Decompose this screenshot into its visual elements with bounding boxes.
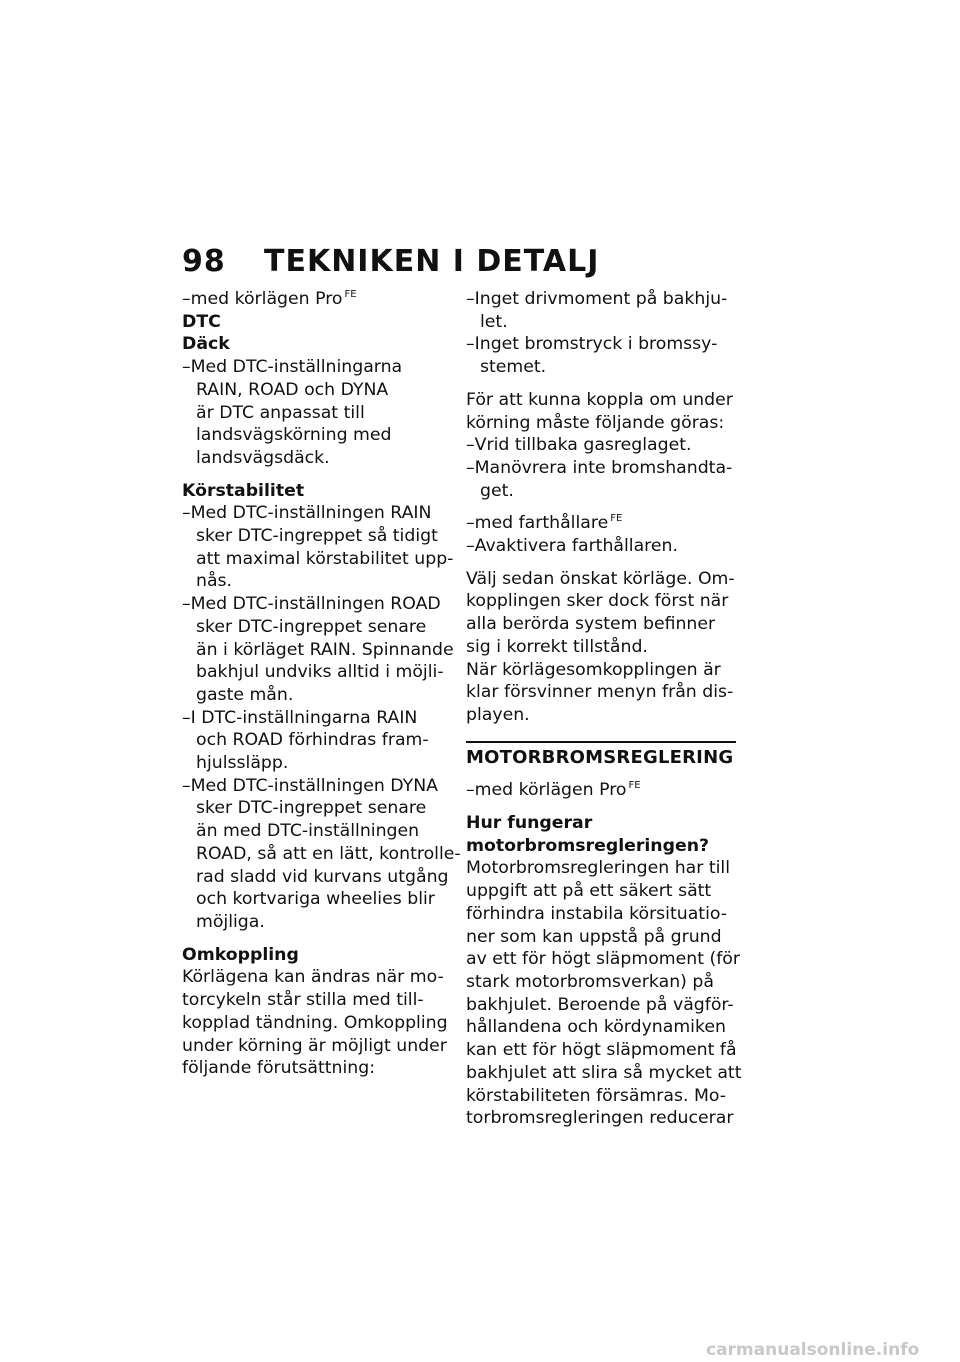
line-text: bakhjul undviks alltid i möjli-: [196, 662, 444, 683]
text-line: [182, 661, 450, 684]
subheading: [466, 812, 742, 835]
paragraph-gap: [466, 802, 742, 812]
text-line: [182, 379, 450, 402]
text-line: [466, 457, 742, 480]
line-text: MOTORBROMSREGLERING: [466, 746, 734, 768]
line-text: –Manövrera inte bromshandta-: [466, 457, 733, 478]
subheading: [182, 333, 450, 356]
line-text: förhindra instabila körsituatio-: [466, 903, 727, 924]
line-text: Körlägena kan ändras när mo-: [182, 967, 444, 988]
page-title: TEKNIKEN I DETALJ: [264, 244, 600, 279]
text-line: [466, 681, 742, 704]
line-text: körning måste följande göras:: [466, 412, 725, 433]
right-column: [466, 288, 742, 1130]
line-text: sig i korrekt tillstånd.: [466, 636, 648, 657]
line-text: –Med DTC-inställningen RAIN: [182, 503, 432, 524]
line-text: –I DTC-inställningarna RAIN: [182, 707, 418, 728]
paragraph-gap: [182, 470, 450, 480]
text-line: [466, 1016, 742, 1039]
line-text: Däck: [182, 334, 230, 355]
text-line: [182, 775, 450, 798]
line-text: sker DTC-ingreppet senare: [196, 616, 427, 637]
line-text: bakhjulet att slira så mycket att: [466, 1062, 742, 1083]
text-line: [182, 966, 450, 989]
line-text: är DTC anpassat till: [196, 402, 365, 423]
text-line: [466, 568, 742, 591]
line-text: Välj sedan önskat körläge. Om-: [466, 568, 735, 589]
text-line: [466, 971, 742, 994]
line-text: gaste mån.: [196, 684, 294, 705]
text-line: [466, 311, 742, 334]
text-line: [182, 424, 450, 447]
subheading: [182, 480, 450, 503]
line-text: –Med DTC-inställningen DYNA: [182, 775, 438, 796]
text-line: [466, 1039, 742, 1062]
line-text: Körstabilitet: [182, 480, 305, 501]
line-text: landsvägskörning med: [196, 425, 392, 446]
line-text: sker DTC-ingreppet senare: [196, 798, 427, 819]
line-text: stark motorbromsverkan) på: [466, 971, 714, 992]
text-line: [182, 548, 454, 571]
line-text: bakhjulet. Beroende på vägför-: [466, 994, 734, 1015]
text-line: [466, 857, 742, 880]
line-text: alla berörda system befinner: [466, 614, 716, 635]
line-text: –med farthållare: [466, 513, 609, 534]
line-text: hjulssläpp.: [196, 753, 289, 774]
line-text: kopplad tändning. Omkoppling: [182, 1012, 448, 1033]
line-text: än med DTC-inställningen: [196, 821, 420, 842]
line-text: under körning är möjligt under: [182, 1035, 447, 1056]
paragraph-gap: [466, 502, 742, 512]
line-text: och ROAD förhindras fram-: [196, 730, 429, 751]
line-text: –Med DTC-inställningen ROAD: [182, 594, 441, 615]
text-line: [182, 797, 450, 820]
line-text: sker DTC-ingreppet så tidigt: [196, 526, 438, 547]
text-line: [182, 707, 450, 730]
line-text: av ett för högt släpmoment (för: [466, 949, 740, 970]
superscript-marker: FE: [628, 780, 641, 792]
text-line: [182, 888, 450, 911]
section-heading: [466, 747, 742, 770]
line-text: get.: [480, 480, 514, 501]
text-line: [182, 820, 450, 843]
text-line: [182, 989, 450, 1012]
text-line: [182, 525, 450, 548]
text-line: [466, 948, 742, 971]
line-text: motorbromsregleringen?: [466, 835, 710, 856]
text-line: [466, 1085, 742, 1108]
line-text: torcykeln står stilla med till-: [182, 990, 424, 1011]
superscript-marker: FE: [610, 513, 623, 525]
line-text: –Inget drivmoment på bakhju-: [466, 289, 728, 309]
text-line: [182, 1035, 450, 1058]
paragraph-gap: [182, 934, 450, 944]
watermark: carmanualsonline.info: [706, 1340, 920, 1360]
text-line: [182, 402, 450, 425]
line-text: torbromsregleringen reducerar: [466, 1108, 734, 1129]
text-line: [182, 502, 450, 525]
text-line: [466, 288, 742, 311]
line-text: kan ett för högt släpmoment få: [466, 1040, 737, 1061]
line-text: stemet.: [480, 357, 547, 378]
text-line: [182, 593, 450, 616]
superscript-marker: FE: [344, 289, 357, 300]
text-line: [466, 613, 742, 636]
text-line: [466, 880, 742, 903]
text-line: [466, 512, 742, 535]
line-text: –Avaktivera farthållaren.: [466, 536, 678, 557]
paragraph-gap: [466, 379, 742, 389]
line-text: klar försvinner menyn från dis-: [466, 682, 734, 703]
text-line: [466, 636, 742, 659]
paragraph-gap: [466, 558, 742, 568]
line-text: följande förutsättning:: [182, 1058, 376, 1079]
line-text: RAIN, ROAD och DYNA: [196, 379, 389, 400]
section-rule: [466, 741, 736, 743]
line-text: Hur fungerar: [466, 813, 593, 834]
page-header: [182, 244, 599, 279]
left-column: [182, 288, 461, 1080]
line-text: Motorbromsregleringen har till: [466, 858, 731, 879]
line-text: –Vrid tillbaka gasreglaget.: [466, 435, 692, 456]
text-line: [182, 570, 450, 593]
subheading: [182, 311, 450, 334]
text-line: [466, 333, 742, 356]
text-line: [182, 752, 450, 775]
subheading: [182, 944, 450, 967]
line-text: rad sladd vid kurvans utgång: [196, 866, 449, 887]
text-line: [466, 659, 742, 682]
text-line: [182, 1012, 450, 1035]
text-line: [182, 447, 450, 470]
line-text: möjliga.: [196, 911, 265, 932]
line-text: let.: [480, 311, 508, 332]
text-line: [182, 639, 454, 662]
text-line: [466, 590, 742, 613]
line-text: uppgift att på ett säkert sätt: [466, 881, 712, 902]
text-line: [466, 389, 742, 412]
text-line: [466, 1062, 742, 1085]
line-text: landsvägsdäck.: [196, 447, 330, 468]
text-line: [466, 356, 742, 379]
line-text: –Med DTC-inställningarna: [182, 357, 403, 378]
line-text: ner som kan uppstå på grund: [466, 926, 722, 947]
text-line: [466, 903, 742, 926]
line-text: nås.: [196, 571, 233, 592]
line-text: än i körläget RAIN. Spinnande: [196, 639, 454, 660]
text-line: [466, 434, 742, 457]
line-text: körstabiliteten försämras. Mo-: [466, 1085, 726, 1106]
text-line: [466, 926, 742, 949]
text-line: [466, 535, 742, 558]
line-text: –med körlägen Pro: [466, 780, 627, 801]
paragraph-gap: [466, 769, 742, 779]
text-line: [182, 356, 450, 379]
line-text: DTC: [182, 311, 221, 332]
line-text: –med körlägen Pro: [182, 289, 343, 309]
line-text: hållandena och kördynamiken: [466, 1017, 726, 1038]
line-text: playen.: [466, 704, 530, 725]
page-number: 98: [182, 244, 226, 279]
text-line: [466, 779, 742, 802]
line-text: –Inget bromstryck i bromssy-: [466, 334, 718, 355]
line-text: För att kunna koppla om under: [466, 389, 733, 410]
text-line: [182, 866, 450, 889]
line-text: kopplingen sker dock först när: [466, 591, 729, 612]
text-line: [182, 843, 461, 866]
text-line: [182, 729, 450, 752]
line-text: ROAD, så att en lätt, kontrolle-: [196, 843, 461, 864]
text-line: [466, 1107, 742, 1130]
text-line: [466, 704, 742, 727]
text-line: [182, 616, 450, 639]
text-line: [466, 994, 742, 1017]
text-line: [466, 480, 742, 503]
line-text: När körlägesomkopplingen är: [466, 659, 721, 680]
text-line: [466, 412, 742, 435]
text-line: [182, 911, 450, 934]
text-line: [182, 1057, 450, 1080]
text-line: [182, 288, 450, 311]
line-text: Omkoppling: [182, 944, 299, 965]
line-text: och kortvariga wheelies blir: [196, 889, 435, 910]
subheading: [466, 835, 742, 858]
line-text: att maximal körstabilitet upp-: [196, 548, 454, 569]
text-line: [182, 684, 450, 707]
